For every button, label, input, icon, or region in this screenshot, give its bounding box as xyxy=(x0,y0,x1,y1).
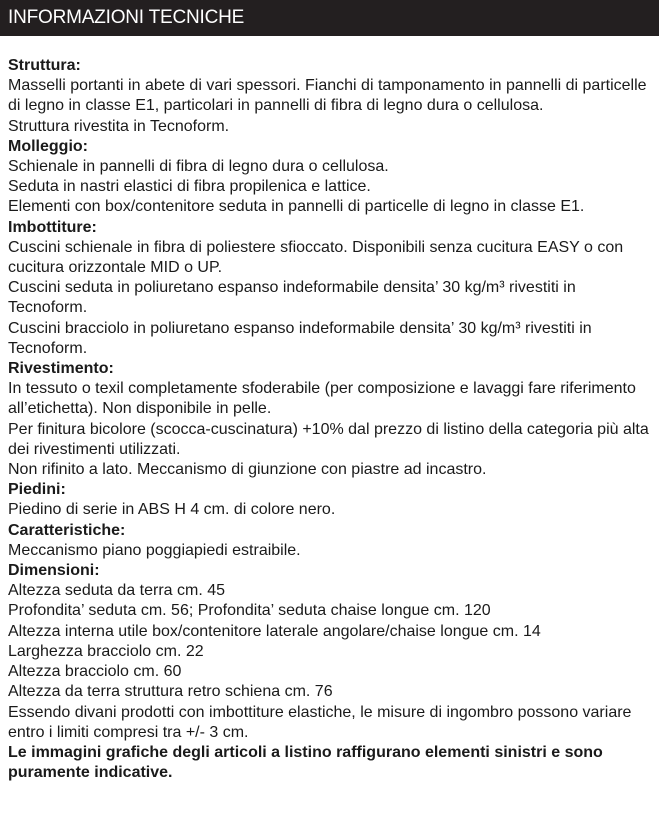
section-title: Piedini: xyxy=(8,481,66,499)
section-title: Molleggio: xyxy=(8,137,88,155)
text-line: Profondita’ seduta cm. 56; Profondita’ seduta chaise longue cm. 120 xyxy=(8,602,491,620)
text-line: Cuscini seduta in poliuretano espanso indeformabile densita’ 30 kg/m³ rivestiti in Tecnoform. xyxy=(8,279,576,317)
text-line: In tessuto o texil completamente sfoderabile (per composizione e lavaggi fare riferimento all’etichetta). Non disponibile in pelle. xyxy=(8,380,636,418)
text-line: Masselli portanti in abete di vari spessori. Fianchi di tamponamento in pannelli di particelle di legno in classe E1, particolari in pannelli di fibra di legno dura o cellulosa. xyxy=(8,77,647,115)
text-line: Meccanismo piano poggiapiedi estraibile. xyxy=(8,541,301,559)
text-line: Struttura rivestita in Tecnoform. xyxy=(8,117,230,135)
section-title: Imbottiture: xyxy=(8,218,97,236)
section-header xyxy=(0,0,659,36)
text-line: Schienale in pannelli di fibra di legno dura o cellulosa. xyxy=(8,158,389,176)
text-line: Cuscini bracciolo in poliuretano espanso indeformabile densita’ 30 kg/m³ rivestiti in Tecnoform. xyxy=(8,319,592,357)
section-imbottiture xyxy=(8,218,656,359)
text-line: Essendo divani prodotti con imbottiture elastiche, le misure di ingombro possono variare entro i limiti compresi tra +/- 3 cm. xyxy=(8,703,632,741)
section-title: Rivestimento: xyxy=(8,360,114,378)
section-title: Caratteristiche: xyxy=(8,521,126,539)
text-line: Piedino di serie in ABS H 4 cm. di colore nero. xyxy=(8,501,336,519)
section-title: Dimensioni: xyxy=(8,562,100,580)
text-line: Larghezza bracciolo cm. 22 xyxy=(8,642,204,660)
text-line: Altezza seduta da terra cm. 45 xyxy=(8,582,225,600)
technical-info-body xyxy=(8,56,656,783)
text-line: Seduta in nastri elastici di fibra propilenica e lattice. xyxy=(8,178,371,196)
section-molleggio xyxy=(8,137,656,218)
text-line: Altezza bracciolo cm. 60 xyxy=(8,663,182,681)
text-line: Cuscini schienale in fibra di poliestere sfioccato. Disponibili senza cucitura EASY o con cucitura orizzontale MID o UP. xyxy=(8,238,624,277)
footer-note: Le immagini grafiche degli articoli a listino raffigurano elementi sinistri e sono puramente indicative. xyxy=(8,743,603,782)
section-piedini xyxy=(8,480,656,520)
section-rivestimento xyxy=(8,359,656,480)
section-struttura xyxy=(8,56,656,137)
text-line: Elementi con box/contenitore seduta in pannelli di particelle di legno in classe E1. xyxy=(8,198,585,216)
text-line: Per finitura bicolore (scocca-cuscinatura) +10% dal prezzo di listino della categoria più alta dei rivestimenti utilizzati. xyxy=(8,420,649,458)
section-dimensioni xyxy=(8,561,656,743)
section-title: Struttura: xyxy=(8,57,81,74)
section-caratteristiche xyxy=(8,521,656,561)
header-title: INFORMAZIONI TECNICHE xyxy=(8,7,245,28)
text-line: Altezza interna utile box/contenitore laterale angolare/chaise longue cm. 14 xyxy=(8,622,541,640)
text-line: Non rifinito a lato. Meccanismo di giunzione con piastre ad incastro. xyxy=(8,461,487,479)
text-line: Altezza da terra struttura retro schiena cm. 76 xyxy=(8,683,333,701)
